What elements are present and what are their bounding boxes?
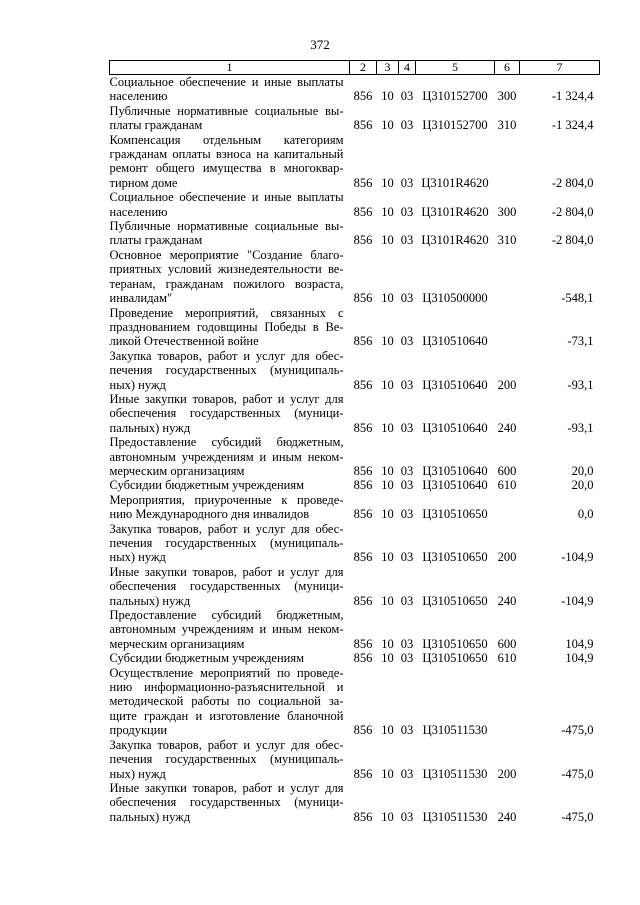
subsection-code: 03 — [400, 507, 414, 522]
row-name-line: ных) нужд — [109, 377, 166, 392]
row-name-line: Социальное обеспечение и иные выплаты — [109, 75, 344, 89]
amount: -475,0 — [561, 766, 594, 781]
table-row — [110, 608, 600, 651]
row-name — [110, 493, 350, 522]
section-code: 10 — [381, 593, 394, 608]
budget-admin-code: 856 — [353, 651, 373, 666]
expense-type-code: 240 — [497, 420, 517, 435]
table-row — [110, 392, 600, 435]
expense-type-code — [495, 306, 520, 349]
row-name-line: обеспечения государственных (муници- — [109, 795, 344, 810]
row-name-line: Субсидии бюджетным учреждениям — [109, 651, 305, 666]
subsection-code: 03 — [400, 593, 414, 608]
row-name-line: печения государственных (муниципаль- — [109, 536, 344, 550]
row-name-line: Проведение мероприятий, связанных с — [109, 305, 344, 320]
row-name-line: Мероприятия, приуроченные к проведе- — [109, 492, 344, 507]
budget-admin-code: 856 — [353, 175, 373, 190]
subsection-code: 03 — [400, 636, 414, 651]
budget-admin-code: 856 — [353, 233, 373, 248]
row-name-line: Иные закупки товаров, работ и услуг для — [109, 780, 344, 795]
budget-admin-code: 856 — [353, 809, 373, 824]
row-name — [110, 781, 350, 824]
row-name — [110, 306, 350, 349]
row-name-line: методической работы по социальной за- — [109, 694, 344, 709]
row-name-line: мерческим организациям — [109, 636, 245, 651]
budget-admin-code: 856 — [353, 463, 373, 478]
subsection-code: 03 — [400, 651, 414, 666]
table-row — [110, 133, 600, 191]
section-code: 10 — [381, 550, 394, 565]
row-name-line: обеспечения государственных (муници- — [109, 579, 344, 594]
row-name — [110, 392, 350, 435]
row-name-line: Закупка товаров, работ и услуг для обес- — [109, 348, 344, 363]
amount: 104,9 — [565, 651, 594, 666]
subsection-code: 03 — [400, 809, 414, 824]
row-name-line: автономным учреждениям и иным неком- — [109, 449, 344, 464]
budget-admin-code: 856 — [353, 377, 373, 392]
subsection-code: 03 — [400, 723, 414, 738]
section-code: 10 — [381, 204, 394, 219]
amount: -475,0 — [561, 723, 594, 738]
target-article-code: Ц310511530 — [422, 809, 488, 824]
row-name-line: гражданам оплаты взноса на капитальный — [109, 147, 344, 162]
table-row — [110, 104, 600, 133]
amount: 20,0 — [571, 463, 594, 478]
row-name-line: Публичные нормативные социальные вы- — [109, 103, 344, 118]
row-name — [110, 522, 350, 565]
expense-type-code: 200 — [497, 377, 517, 392]
target-article-code: Ц310510640 — [422, 377, 488, 392]
amount: -73,1 — [567, 334, 594, 349]
section-code: 10 — [381, 478, 394, 493]
row-name-line: ных) нужд — [109, 766, 166, 781]
subsection-code: 03 — [400, 175, 414, 190]
row-name-line: Основное мероприятие "Создание благо- — [109, 247, 344, 262]
row-name — [110, 651, 350, 665]
row-name-line: пальных) нужд — [109, 809, 191, 824]
budget-admin-code: 856 — [353, 334, 373, 349]
subsection-code: 03 — [400, 550, 414, 565]
target-article-code: Ц310510650 — [422, 550, 488, 565]
target-article-code: Ц310511530 — [422, 723, 488, 738]
target-article-code: Ц310152700 — [422, 118, 488, 133]
expense-type-code: 200 — [497, 766, 517, 781]
row-name-line: теранам, гражданам пожилого возраста, — [109, 276, 344, 291]
table-header-row — [110, 61, 600, 75]
row-name — [110, 104, 350, 133]
row-name — [110, 666, 350, 738]
budget-table — [109, 60, 600, 824]
row-name — [110, 565, 350, 608]
budget-admin-code: 856 — [353, 593, 373, 608]
row-name-line: Закупка товаров, работ и услуг для обес- — [109, 521, 344, 536]
row-name — [110, 133, 350, 191]
subsection-code: 03 — [400, 463, 414, 478]
target-article-code: Ц310510640 — [422, 463, 488, 478]
expense-type-code: 300 — [497, 204, 517, 219]
row-name-line: пальных) нужд — [109, 593, 191, 608]
column-header-7: 7 — [520, 61, 600, 75]
section-code: 10 — [381, 233, 394, 248]
row-name-line: ликой Отечественной войне — [109, 334, 259, 349]
budget-admin-code: 856 — [353, 723, 373, 738]
subsection-code: 03 — [400, 118, 414, 133]
subsection-code: 03 — [400, 478, 414, 493]
target-article-code: Ц310510650 — [422, 636, 488, 651]
expense-type-code: 610 — [497, 478, 517, 493]
row-name-line: нию информационно-разъяснительной и — [109, 680, 344, 695]
expense-type-code — [495, 133, 520, 191]
section-code: 10 — [381, 118, 394, 133]
expense-type-code: 300 — [497, 89, 517, 104]
row-name-line: продукции — [109, 723, 168, 738]
amount: 20,0 — [571, 478, 594, 493]
row-name — [110, 190, 350, 219]
table-row — [110, 248, 600, 306]
column-header-5: 5 — [416, 61, 495, 75]
expense-type-code — [495, 666, 520, 738]
row-name-line: платы гражданам — [109, 118, 203, 133]
subsection-code: 03 — [400, 291, 414, 306]
table-row — [110, 349, 600, 392]
row-name-line: печения государственных (муниципаль- — [109, 752, 344, 767]
row-name-line: ных) нужд — [109, 550, 166, 565]
section-code: 10 — [381, 507, 394, 522]
subsection-code: 03 — [400, 766, 414, 781]
row-name — [110, 435, 350, 478]
row-name-line: населению — [109, 89, 168, 104]
amount: -2 804,0 — [551, 175, 594, 190]
table-row — [110, 435, 600, 478]
table-row — [110, 738, 600, 781]
section-code: 10 — [381, 420, 394, 435]
target-article-code: Ц310500000 — [422, 291, 488, 306]
subsection-code: 03 — [400, 420, 414, 435]
row-name-line: Закупка товаров, работ и услуг для обес- — [109, 737, 344, 752]
section-code: 10 — [381, 636, 394, 651]
row-name-line: тирном доме — [109, 175, 178, 190]
table-body — [110, 75, 600, 825]
row-name-line: мерческим организациям — [109, 463, 245, 478]
section-code: 10 — [381, 175, 394, 190]
target-article-code: Ц310510640 — [422, 420, 488, 435]
amount: -548,1 — [561, 291, 594, 306]
table-row — [110, 306, 600, 349]
row-name-line: Иные закупки товаров, работ и услуг для — [109, 391, 344, 406]
table-row — [110, 666, 600, 738]
table-row — [110, 493, 600, 522]
table-row — [110, 219, 600, 248]
section-code: 10 — [381, 291, 394, 306]
row-name-line: населению — [109, 204, 168, 219]
target-article-code: Ц310152700 — [422, 89, 488, 104]
budget-admin-code: 856 — [353, 204, 373, 219]
column-header-1: 1 — [110, 61, 350, 75]
budget-admin-code: 856 — [353, 766, 373, 781]
row-name-line: приятных условий жизнедеятельности ве- — [109, 262, 344, 277]
amount: 104,9 — [565, 636, 594, 651]
expense-type-code: 600 — [497, 463, 517, 478]
target-article-code: Ц310510650 — [422, 507, 488, 522]
row-name-line: Социальное обеспечение и иные выплаты — [109, 190, 344, 205]
row-name-line: Субсидии бюджетным учреждениям — [109, 478, 305, 493]
table-row — [110, 565, 600, 608]
row-name-line: празднованием годовщины Победы в Ве- — [109, 319, 344, 334]
section-code: 10 — [381, 766, 394, 781]
row-name-line: Предоставление субсидий бюджетным, — [109, 435, 344, 450]
row-name — [110, 349, 350, 392]
row-name-line: пальных) нужд — [109, 420, 191, 435]
row-name-line: Предоставление субсидий бюджетным, — [109, 608, 344, 623]
section-code: 10 — [381, 809, 394, 824]
column-header-6: 6 — [495, 61, 520, 75]
column-header-2: 2 — [350, 61, 377, 75]
table-row — [110, 190, 600, 219]
expense-type-code: 600 — [497, 636, 517, 651]
section-code: 10 — [381, 89, 394, 104]
amount: -93,1 — [567, 377, 594, 392]
row-name-line: печения государственных (муниципаль- — [109, 363, 344, 378]
section-code: 10 — [381, 651, 394, 666]
section-code: 10 — [381, 334, 394, 349]
amount: -104,9 — [561, 550, 594, 565]
expense-type-code: 310 — [497, 118, 517, 133]
table-row — [110, 781, 600, 824]
row-name-line: ремонт общего имущества в многоквар- — [109, 161, 344, 176]
row-name — [110, 478, 350, 492]
row-name — [110, 608, 350, 651]
table-row — [110, 522, 600, 565]
target-article-code: Ц310511530 — [422, 766, 488, 781]
budget-admin-code: 856 — [353, 478, 373, 493]
budget-admin-code: 856 — [353, 291, 373, 306]
row-name-line: автономным учреждениям и иным неком- — [109, 622, 344, 637]
budget-admin-code: 856 — [353, 636, 373, 651]
section-code: 10 — [381, 377, 394, 392]
amount: -1 324,4 — [551, 89, 594, 104]
budget-admin-code: 856 — [353, 507, 373, 522]
expense-type-code — [495, 493, 520, 522]
amount: -104,9 — [561, 593, 594, 608]
row-name — [110, 248, 350, 306]
section-code: 10 — [381, 723, 394, 738]
page-number: 372 — [310, 37, 330, 52]
expense-type-code: 310 — [497, 233, 517, 248]
row-name — [110, 75, 350, 104]
budget-admin-code: 856 — [353, 550, 373, 565]
row-name-line: обеспечения государственных (муници- — [109, 406, 344, 421]
expense-type-code: 240 — [497, 593, 517, 608]
row-name-line: Компенсация отдельным категориям — [109, 132, 344, 147]
row-name-line: инвалидам" — [109, 291, 173, 306]
budget-admin-code: 856 — [353, 420, 373, 435]
subsection-code: 03 — [400, 334, 414, 349]
row-name-line: Иные закупки товаров, работ и услуг для — [109, 564, 344, 579]
subsection-code: 03 — [400, 377, 414, 392]
row-name-line: Осуществление мероприятий по проведе- — [109, 665, 344, 680]
target-article-code: Ц310510650 — [422, 651, 488, 666]
row-name-line: нию Международного дня инвалидов — [109, 507, 310, 522]
table-row — [110, 478, 600, 492]
expense-type-code: 200 — [497, 550, 517, 565]
amount: -1 324,4 — [551, 118, 594, 133]
budget-admin-code: 856 — [353, 118, 373, 133]
column-header-3: 3 — [377, 61, 399, 75]
expense-type-code: 240 — [497, 809, 517, 824]
subsection-code: 03 — [400, 89, 414, 104]
amount: -2 804,0 — [551, 204, 594, 219]
row-name-line: платы гражданам — [109, 233, 203, 248]
target-article-code: Ц310510640 — [422, 478, 488, 493]
amount: -2 804,0 — [551, 233, 594, 248]
row-name-line: щите граждан и изготовление бланочной — [109, 708, 344, 723]
column-header-4: 4 — [399, 61, 416, 75]
target-article-code: Ц3101R4620 — [421, 233, 489, 248]
table-row — [110, 75, 600, 104]
row-name — [110, 219, 350, 248]
target-article-code: Ц310510650 — [422, 593, 488, 608]
section-code: 10 — [381, 463, 394, 478]
expense-type-code — [495, 248, 520, 306]
target-article-code: Ц3101R4620 — [421, 175, 489, 190]
subsection-code: 03 — [400, 204, 414, 219]
target-article-code: Ц3101R4620 — [421, 204, 489, 219]
budget-admin-code: 856 — [353, 89, 373, 104]
amount: -93,1 — [567, 420, 594, 435]
row-name — [110, 738, 350, 781]
amount: -475,0 — [561, 809, 594, 824]
expense-type-code: 610 — [497, 651, 517, 666]
row-name-line: Публичные нормативные социальные вы- — [109, 219, 344, 234]
table-row — [110, 651, 600, 665]
target-article-code: Ц310510640 — [422, 334, 488, 349]
subsection-code: 03 — [400, 233, 414, 248]
amount: 0,0 — [577, 507, 594, 522]
